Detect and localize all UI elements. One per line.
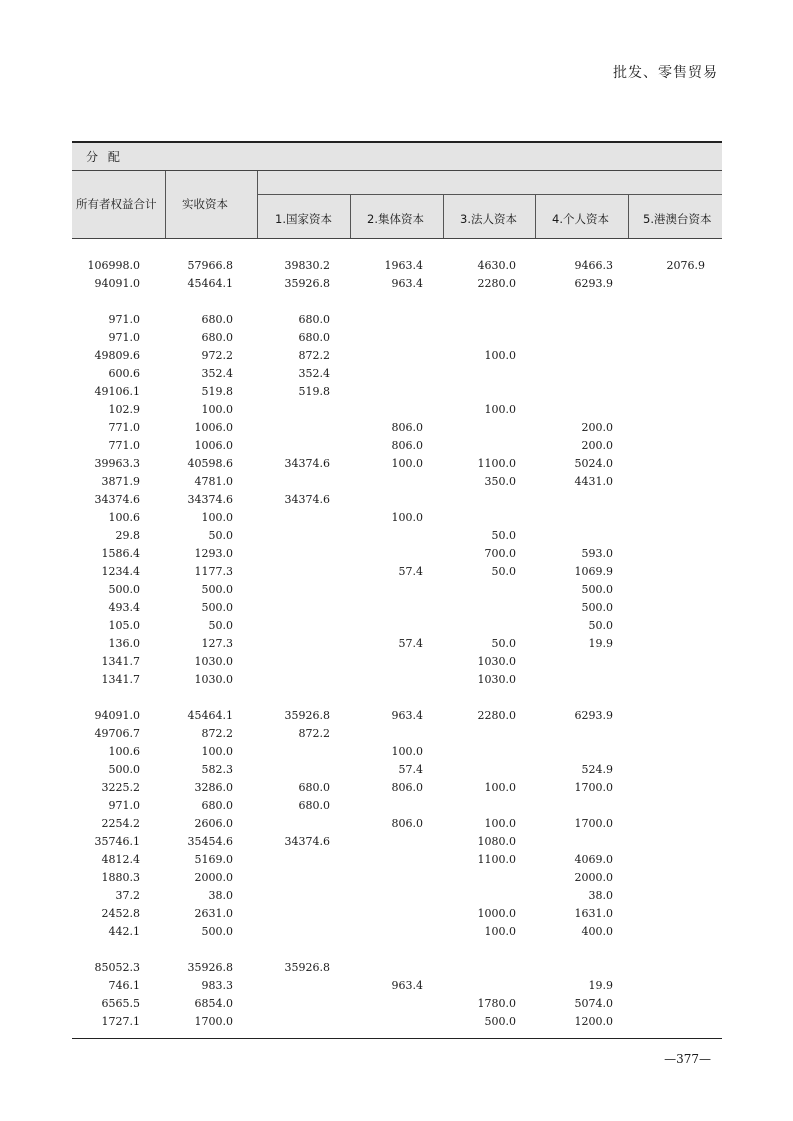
cell-individual: 400.0: [581, 925, 613, 938]
cell-total: 1880.3: [101, 871, 140, 884]
cell-legal: 1000.0: [477, 907, 516, 920]
cell-paid-in: 38.0: [208, 889, 233, 902]
table-row: [72, 546, 722, 564]
cell-paid-in: 500.0: [201, 925, 233, 938]
cell-individual: 4431.0: [574, 475, 613, 488]
cell-individual: 5074.0: [574, 997, 613, 1010]
table-row: [72, 348, 722, 366]
statistics-table: [72, 141, 722, 1032]
cell-total: 971.0: [108, 313, 140, 326]
table-row: [72, 780, 722, 798]
cell-state: 34374.6: [284, 493, 330, 506]
table-row: [72, 924, 722, 942]
table-row: [72, 762, 722, 780]
cell-paid-in: 983.3: [201, 979, 233, 992]
cell-individual: 1631.0: [574, 907, 613, 920]
table-row: [72, 600, 722, 618]
cell-individual: 38.0: [588, 889, 613, 902]
running-header: 批发、零售贸易: [613, 65, 718, 81]
cell-individual: 1200.0: [574, 1015, 613, 1028]
row-gap: [72, 690, 722, 708]
cell-collective: 806.0: [391, 421, 423, 434]
cell-total: 3871.9: [101, 475, 140, 488]
cell-total: 1341.7: [101, 655, 140, 668]
cell-legal: 1030.0: [477, 655, 516, 668]
cell-total: 3225.2: [101, 781, 140, 794]
table-row: [72, 834, 722, 852]
cell-state: 680.0: [298, 799, 330, 812]
cell-total: 1341.7: [101, 673, 140, 686]
cell-collective: 57.4: [398, 637, 423, 650]
cell-legal: 1100.0: [477, 853, 516, 866]
cell-collective: 963.4: [391, 277, 423, 290]
cell-individual: 9466.3: [574, 259, 613, 272]
cell-individual: 200.0: [581, 439, 613, 452]
col-header-hk-macao-tw: 5.港澳台资本: [643, 212, 712, 226]
cell-legal: 700.0: [484, 547, 516, 560]
cell-collective: 100.0: [391, 457, 423, 470]
page-number: —377—: [664, 1052, 711, 1066]
cell-legal: 100.0: [484, 925, 516, 938]
cell-individual: 1700.0: [574, 781, 613, 794]
cell-paid-in: 1030.0: [194, 655, 233, 668]
cell-legal: 350.0: [484, 475, 516, 488]
header-divider: [350, 194, 351, 238]
col-header-individual: 4.个人资本: [552, 212, 609, 226]
cell-paid-in: 1293.0: [194, 547, 233, 560]
cell-paid-in: 100.0: [201, 511, 233, 524]
header-divider: [257, 171, 258, 238]
cell-paid-in: 1006.0: [194, 421, 233, 434]
header-divider: [165, 171, 166, 238]
cell-paid-in: 519.8: [201, 385, 233, 398]
table-row: [72, 366, 722, 384]
cell-legal: 100.0: [484, 817, 516, 830]
cell-total: 771.0: [108, 421, 140, 434]
cell-state: 39830.2: [284, 259, 330, 272]
table-row: [72, 978, 722, 996]
cell-paid-in: 500.0: [201, 601, 233, 614]
cell-total: 94091.0: [94, 277, 140, 290]
cell-state: 35926.8: [284, 709, 330, 722]
cell-total: 1586.4: [101, 547, 140, 560]
cell-total: 94091.0: [94, 709, 140, 722]
table-row: [72, 420, 722, 438]
table-row: [72, 906, 722, 924]
cell-total: 4812.4: [101, 853, 140, 866]
cell-individual: 1700.0: [574, 817, 613, 830]
cell-legal: 500.0: [484, 1015, 516, 1028]
cell-total: 746.1: [108, 979, 140, 992]
cell-paid-in: 680.0: [201, 799, 233, 812]
cell-total: 39963.3: [94, 457, 140, 470]
table-body: [72, 258, 722, 1032]
cell-individual: 200.0: [581, 421, 613, 434]
cell-legal: 100.0: [484, 349, 516, 362]
cell-state: 34374.6: [284, 835, 330, 848]
cell-legal: 1100.0: [477, 457, 516, 470]
cell-total: 1727.1: [101, 1015, 140, 1028]
table-row: [72, 402, 722, 420]
cell-paid-in: 35926.8: [187, 961, 233, 974]
cell-paid-in: 680.0: [201, 331, 233, 344]
cell-paid-in: 2000.0: [194, 871, 233, 884]
cell-collective: 963.4: [391, 709, 423, 722]
cell-paid-in: 972.2: [201, 349, 233, 362]
col-header-collective: 2.集体资本: [367, 212, 424, 226]
table-row: [72, 852, 722, 870]
cell-legal: 100.0: [484, 781, 516, 794]
cell-individual: 5024.0: [574, 457, 613, 470]
cell-total: 106998.0: [87, 259, 140, 272]
table-row: [72, 258, 722, 276]
row-gap: [72, 942, 722, 960]
cell-total: 37.2: [115, 889, 140, 902]
table-row: [72, 564, 722, 582]
cell-individual: 1069.9: [574, 565, 613, 578]
cell-paid-in: 57966.8: [187, 259, 233, 272]
table-row: [72, 744, 722, 762]
col-header-paid-in: 实收资本: [182, 197, 228, 211]
cell-collective: 806.0: [391, 439, 423, 452]
cell-total: 49706.7: [94, 727, 140, 740]
cell-paid-in: 50.0: [208, 619, 233, 632]
cell-total: 102.9: [108, 403, 140, 416]
table-row: [72, 510, 722, 528]
cell-state: 872.2: [298, 727, 330, 740]
cell-collective: 806.0: [391, 781, 423, 794]
header-divider: [443, 194, 444, 238]
cell-total: 100.6: [108, 745, 140, 758]
cell-legal: 50.0: [491, 529, 516, 542]
row-gap: [72, 294, 722, 312]
cell-total: 85052.3: [94, 961, 140, 974]
cell-individual: 500.0: [581, 583, 613, 596]
cell-paid-in: 1030.0: [194, 673, 233, 686]
cell-paid-in: 3286.0: [194, 781, 233, 794]
cell-total: 971.0: [108, 331, 140, 344]
table-row: [72, 708, 722, 726]
cell-legal: 1080.0: [477, 835, 516, 848]
table-row: [72, 312, 722, 330]
table-row: [72, 654, 722, 672]
cell-paid-in: 680.0: [201, 313, 233, 326]
cell-state: 35926.8: [284, 961, 330, 974]
cell-collective: 57.4: [398, 565, 423, 578]
header-subdivider: [257, 194, 722, 195]
cell-hk-macao-tw: 2076.9: [666, 259, 705, 272]
cell-legal: 50.0: [491, 565, 516, 578]
table-row: [72, 492, 722, 510]
table-row: [72, 618, 722, 636]
col-header-legal: 3.法人资本: [460, 212, 517, 226]
cell-legal: 1030.0: [477, 673, 516, 686]
cell-total: 500.0: [108, 583, 140, 596]
cell-state: 680.0: [298, 313, 330, 326]
cell-total: 2254.2: [101, 817, 140, 830]
cell-paid-in: 35454.6: [187, 835, 233, 848]
cell-total: 600.6: [108, 367, 140, 380]
col-header-total: 所有者权益合计: [76, 197, 157, 211]
cell-paid-in: 4781.0: [194, 475, 233, 488]
cell-total: 105.0: [108, 619, 140, 632]
cell-total: 29.8: [115, 529, 140, 542]
table-row: [72, 816, 722, 834]
cell-paid-in: 34374.6: [187, 493, 233, 506]
cell-total: 493.4: [108, 601, 140, 614]
cell-total: 100.6: [108, 511, 140, 524]
bottom-rule: [72, 1038, 722, 1039]
cell-collective: 57.4: [398, 763, 423, 776]
band-label: 分 配: [86, 150, 123, 164]
cell-collective: 806.0: [391, 817, 423, 830]
table-row: [72, 726, 722, 744]
cell-collective: 1963.4: [384, 259, 423, 272]
cell-total: 1234.4: [101, 565, 140, 578]
cell-state: 34374.6: [284, 457, 330, 470]
cell-individual: 2000.0: [574, 871, 613, 884]
cell-state: 352.4: [298, 367, 330, 380]
table-row: [72, 798, 722, 816]
table-row: [72, 384, 722, 402]
cell-individual: 524.9: [581, 763, 613, 776]
cell-individual: 4069.0: [574, 853, 613, 866]
cell-individual: 19.9: [588, 637, 613, 650]
cell-legal: 1780.0: [477, 997, 516, 1010]
cell-total: 971.0: [108, 799, 140, 812]
cell-total: 500.0: [108, 763, 140, 776]
cell-paid-in: 6854.0: [194, 997, 233, 1010]
col-header-state: 1.国家资本: [275, 212, 332, 226]
cell-paid-in: 45464.1: [187, 709, 233, 722]
cell-paid-in: 872.2: [201, 727, 233, 740]
table-row: [72, 672, 722, 690]
table-row: [72, 456, 722, 474]
table-row: [72, 528, 722, 546]
cell-state: 35926.8: [284, 277, 330, 290]
cell-total: 34374.6: [94, 493, 140, 506]
cell-total: 49106.1: [94, 385, 140, 398]
cell-paid-in: 45464.1: [187, 277, 233, 290]
cell-total: 442.1: [108, 925, 140, 938]
table-row: [72, 474, 722, 492]
cell-paid-in: 127.3: [201, 637, 233, 650]
cell-total: 771.0: [108, 439, 140, 452]
cell-state: 680.0: [298, 331, 330, 344]
cell-paid-in: 500.0: [201, 583, 233, 596]
cell-paid-in: 50.0: [208, 529, 233, 542]
cell-total: 136.0: [108, 637, 140, 650]
cell-paid-in: 40598.6: [187, 457, 233, 470]
cell-legal: 2280.0: [477, 277, 516, 290]
cell-individual: 50.0: [588, 619, 613, 632]
cell-collective: 963.4: [391, 979, 423, 992]
table-row: [72, 582, 722, 600]
cell-state: 872.2: [298, 349, 330, 362]
table-row: [72, 960, 722, 978]
cell-total: 35746.1: [94, 835, 140, 848]
cell-individual: 6293.9: [574, 277, 613, 290]
cell-collective: 100.0: [391, 511, 423, 524]
cell-total: 49809.6: [94, 349, 140, 362]
cell-state: 519.8: [298, 385, 330, 398]
table-row: [72, 276, 722, 294]
cell-total: 6565.5: [101, 997, 140, 1010]
cell-legal: 50.0: [491, 637, 516, 650]
cell-individual: 500.0: [581, 601, 613, 614]
cell-paid-in: 1700.0: [194, 1015, 233, 1028]
table-row: [72, 888, 722, 906]
cell-paid-in: 5169.0: [194, 853, 233, 866]
cell-legal: 4630.0: [477, 259, 516, 272]
cell-state: 680.0: [298, 781, 330, 794]
cell-collective: 100.0: [391, 745, 423, 758]
table-row: [72, 636, 722, 654]
header-divider: [628, 194, 629, 238]
cell-paid-in: 1177.3: [194, 565, 233, 578]
cell-legal: 2280.0: [477, 709, 516, 722]
cell-paid-in: 100.0: [201, 745, 233, 758]
cell-paid-in: 1006.0: [194, 439, 233, 452]
table-band: [72, 141, 722, 171]
cell-paid-in: 2606.0: [194, 817, 233, 830]
cell-paid-in: 100.0: [201, 403, 233, 416]
table-row: [72, 330, 722, 348]
column-header-block: [72, 171, 722, 239]
table-row: [72, 1014, 722, 1032]
cell-paid-in: 2631.0: [194, 907, 233, 920]
cell-individual: 6293.9: [574, 709, 613, 722]
header-divider: [535, 194, 536, 238]
cell-total: 2452.8: [101, 907, 140, 920]
table-row: [72, 438, 722, 456]
cell-paid-in: 352.4: [201, 367, 233, 380]
cell-individual: 19.9: [588, 979, 613, 992]
cell-individual: 593.0: [581, 547, 613, 560]
cell-paid-in: 582.3: [201, 763, 233, 776]
table-row: [72, 996, 722, 1014]
table-row: [72, 870, 722, 888]
cell-legal: 100.0: [484, 403, 516, 416]
